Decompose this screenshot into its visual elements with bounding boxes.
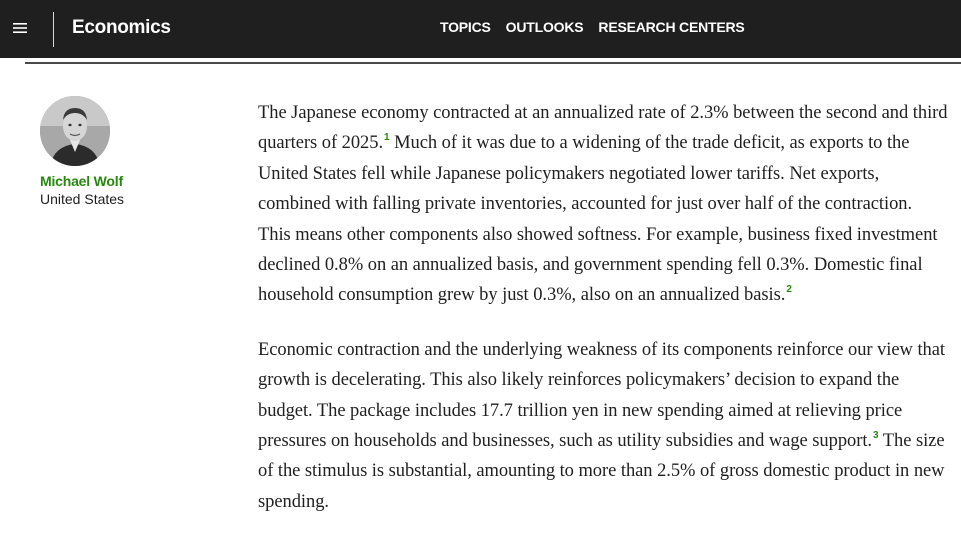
footnote-2-link[interactable]: 2 xyxy=(786,284,792,296)
footnote-3-link[interactable]: 3 xyxy=(873,430,879,442)
author-avatar[interactable] xyxy=(40,96,110,166)
section-title[interactable]: Economics xyxy=(72,17,171,38)
top-nav-links xyxy=(440,19,745,35)
nav-topics[interactable]: TOPICS xyxy=(440,19,491,35)
author-card xyxy=(40,96,210,207)
header-rule xyxy=(25,62,961,64)
paragraph-1-text-a: The Japanese economy contracted at an annualized rate of 2.3% between the second and third quarters of 2025. xyxy=(258,103,948,154)
article-paragraph-1 xyxy=(258,98,948,311)
paragraph-2-text-a: Economic contraction and the underlying weakness of its components reinforce our view that growth is decelerating. This also likely reinforces policymakers’ decision to expand the budget. The package includes 17.7 trillion yen in new spending aimed at relieving price pressures on households and businesses, such as utility subsidies and wage support. xyxy=(258,339,945,452)
author-name-link[interactable]: Michael Wolf xyxy=(40,173,123,189)
header-divider xyxy=(53,12,54,47)
article-paragraph-2 xyxy=(258,335,948,517)
top-navigation-bar xyxy=(0,0,961,58)
article-body xyxy=(258,98,948,541)
hamburger-menu-icon[interactable] xyxy=(8,16,32,40)
nav-research-centers[interactable]: RESEARCH CENTERS xyxy=(598,19,745,35)
paragraph-1-text-b: Much of it was due to a widening of the trade deficit, as exports to the United States fell while Japanese policymakers negotiated lower tariffs. Net exports, combined with falling private inventories, accounted for just over half of the contraction. This means other components also showed softness. For example, business fixed investment declined 0.8% on an annualized basis, and government spending fell 0.3%. Domestic final household consumption grew by just 0.3%, also on an annualized basis. xyxy=(258,133,938,306)
paragraph-2-text-b: The size of the stimulus is substantial, amounting to more than 2.5% of gross domestic product in new spending. xyxy=(258,431,945,512)
nav-outlooks[interactable]: OUTLOOKS xyxy=(505,19,584,35)
author-location: United States xyxy=(40,191,125,207)
footnote-1-link[interactable]: 1 xyxy=(384,132,390,144)
